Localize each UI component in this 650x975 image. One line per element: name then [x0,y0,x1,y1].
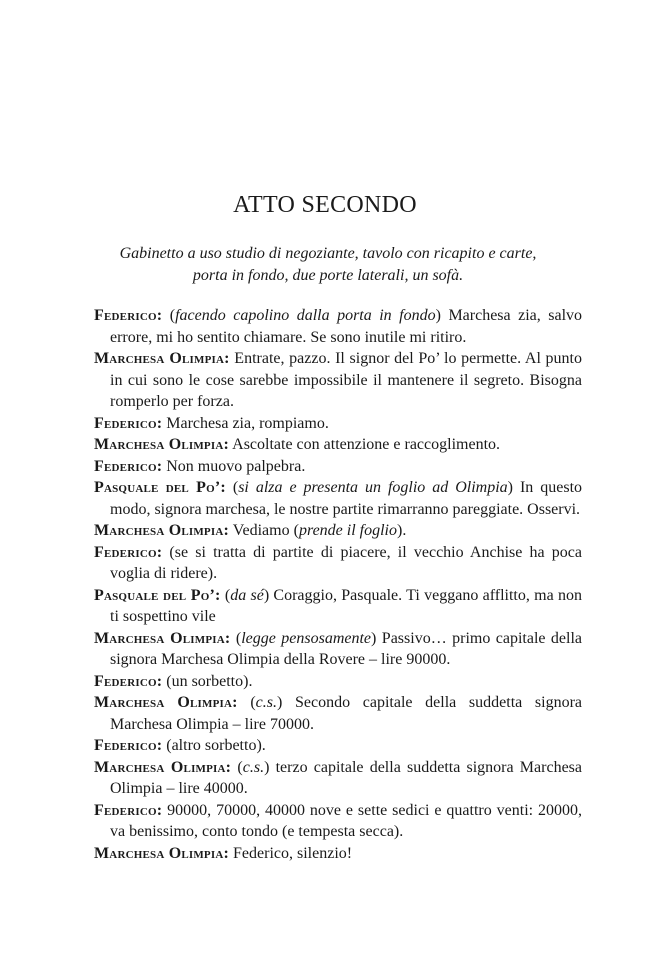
dialogue-text: ) In questo modo, signora marchesa, le nostre partite rimarranno pareggiate. Osservi. [110,479,583,518]
dialogue-text: ( [220,586,231,604]
speaker-name: Federico: [94,801,163,819]
dialogue-text: Non muovo palpebra. [162,457,306,475]
speaker-name: Marchesa Olimpia: [94,350,230,367]
dialogue-text: ) Coraggio, Pasquale. Ti veggano afflitto, ma non ti sospettino vile [110,586,582,625]
dialogue-text: ) Secondo capitale della suddetta signora Marchesa Olimpia – lire 70000. [110,694,583,733]
speaker-name: Federico: [94,307,163,324]
dialogue-text: Entrate, pazzo. Il signor del Po’ lo permette. Al punto in cui sono le cose sarebbe impossibile il mantenere il segreto. Bisogna romperlo per forza. [110,350,582,410]
stage-direction: c.s. [255,694,277,711]
dialogue-text: Federico, silenzio! [229,844,353,862]
dialogue-text: Ascoltate con attenzione e raccoglimento. [229,436,501,453]
stage-direction: legge pensosamente [241,629,372,647]
dialogue-line [94,692,582,735]
dialogue-line [94,800,582,843]
speaker-name: Marchesa Olimpia: [94,629,231,647]
dialogue-text: (un sorbetto). [162,672,253,690]
speaker-name: Marchesa Olimpia: [94,436,230,453]
dialogue-text: ) Passivo… primo capitale della signora Marchesa Olimpia della Rovere – lire 90000. [110,629,583,668]
dialogue-line [94,735,582,757]
stage-direction: c.s. [242,758,265,776]
dialogue-line [94,456,582,478]
dialogue-line [94,542,582,585]
speaker-name: Marchesa Olimpia: [94,522,230,539]
dialogue-line [94,348,582,413]
dialogue-line [94,520,582,542]
dialogue-text: (se si tratta di partite di piacere, il vecchio Anchise ha poca voglia di ridere). [110,543,582,582]
stage-direction: prende il foglio [298,522,397,539]
dialogue-text: ) terzo capitale della suddetta signora Marchesa Olimpia – lire 40000. [110,758,582,797]
dialogue-line [94,477,582,520]
dialogue-line [94,585,582,628]
dialogue-text: ( [237,694,256,711]
speaker-name: Marchesa Olimpia: [94,694,238,711]
dialogue-block [94,305,582,864]
dialogue-text: Marchesa zia, rompiamo. [162,414,329,432]
stage-direction: da sé [230,586,264,604]
dialogue-text: ( [231,758,243,776]
dialogue-text: ( [230,629,242,647]
dialogue-text: (altro sorbetto). [162,737,266,754]
dialogue-line [94,671,582,693]
dialogue-line [94,434,582,456]
speaker-name: Marchesa Olimpia: [94,758,232,776]
dialogue-text: ) Marchesa zia, salvo errore, mi ho sentito chiamare. Se sono inutile mi ritiro. [110,307,583,346]
speaker-name: Federico: [94,737,163,754]
speaker-name: Federico: [94,457,163,475]
scene-description: Gabinetto a uso studio di negoziante, tavolo con ricapito e carte, porta in fondo, due porte laterali, un sofà. [119,245,537,284]
act-title: ATTO SECONDO [233,192,417,218]
speaker-name: Federico: [94,543,163,561]
dialogue-line [94,305,582,348]
speaker-name: Pasquale del Po’: [94,586,221,604]
speaker-name: Pasquale del Po’: [94,479,226,496]
speaker-name: Federico: [94,414,163,432]
stage-direction: facendo capolino dalla porta in fondo [175,307,436,324]
stage-direction: si alza e presenta un foglio ad Olimpia [238,479,508,496]
dialogue-text: 90000, 70000, 40000 nove e sette sedici e quattro venti: 20000, va benissimo, conto tondo (e tempesta secca). [110,801,582,840]
dialogue-line [94,843,582,865]
dialogue-line [94,757,582,800]
dialogue-text: ( [162,307,176,324]
speaker-name: Marchesa Olimpia: [94,844,230,862]
speaker-name: Federico: [94,672,163,690]
dialogue-line [94,413,582,435]
dialogue-text: ). [397,522,407,539]
dialogue-text: ( [225,479,239,496]
dialogue-text: Vediamo ( [229,522,299,539]
dialogue-line [94,628,582,671]
